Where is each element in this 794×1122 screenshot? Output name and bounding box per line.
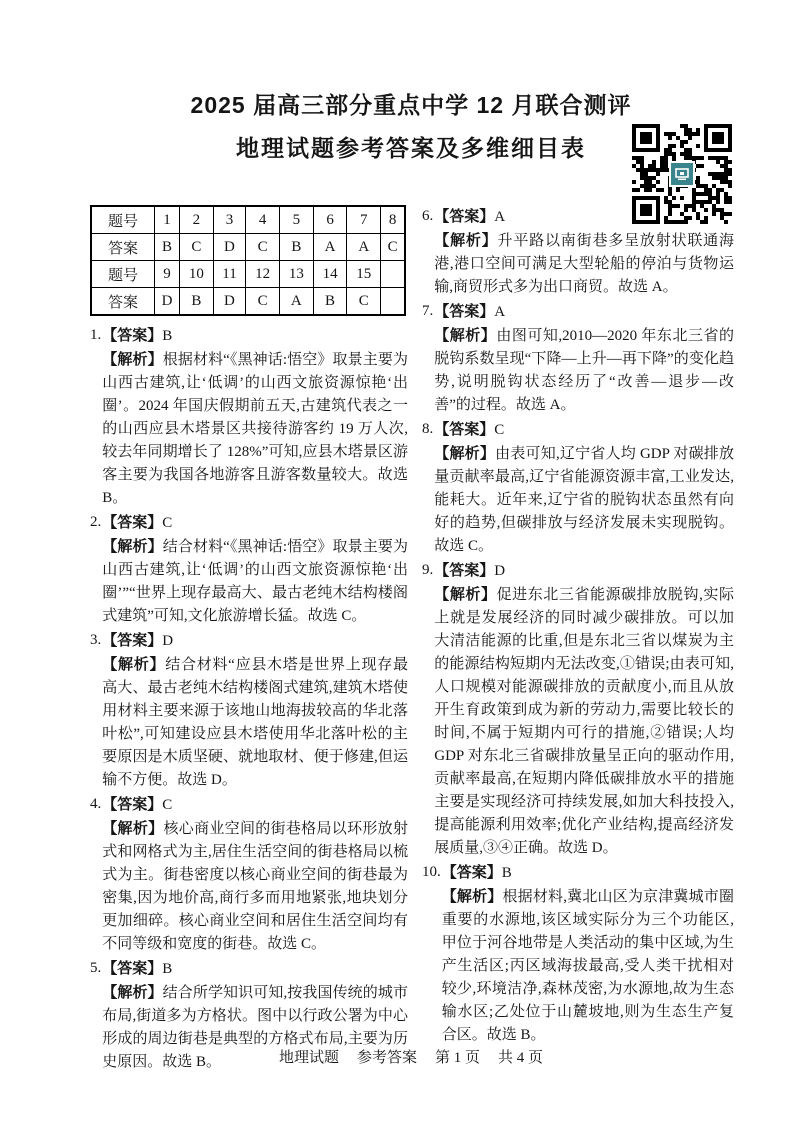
table-cell: 题号	[91, 261, 155, 288]
table-cell: 12	[246, 261, 280, 288]
analysis-label: 【解析】	[434, 327, 497, 344]
table-cell	[381, 261, 405, 288]
page-title: 2025 届高三部分重点中学 12 月联合测评	[190, 92, 632, 118]
analysis-label: 【解析】	[102, 984, 163, 1001]
analysis-text: 由图可知,2010—2020 年东北三省的脱钩系数呈现“下降—上升—再下降”的变化趋势,说明脱钩状态经历了“改善—退步—改善”的过程。故选 A。	[434, 328, 734, 413]
table-cell	[381, 288, 405, 316]
question-number: 4.	[90, 796, 102, 812]
question-item-6	[422, 205, 734, 299]
analysis-label: 【解析】	[102, 820, 164, 837]
question-item-9	[422, 559, 734, 860]
question-number: 10.	[422, 864, 441, 880]
table-cell: 题号	[91, 206, 155, 234]
analysis-label: 【解析】	[102, 351, 163, 368]
answer-value: D	[162, 633, 174, 649]
answer-label: 【答案】	[102, 514, 163, 531]
answer-value: B	[162, 961, 173, 977]
answer-label: 【答案】	[434, 562, 495, 579]
table-cell: D	[213, 234, 246, 261]
analysis-label: 【解析】	[102, 538, 163, 555]
question-number: 9.	[422, 562, 434, 578]
table-cell: 13	[279, 261, 313, 288]
analysis-text: 促进东北三省能源碳排放脱钩,实际上就是发展经济的同时减少碳排放。可以加大清洁能源的比重,但是东北三省以煤炭为主的能源结构短期内无法改变,①错误;由表可知,人口规模对能源碳排放的贡献度小,而且从放开生育政策到成为新的劳动力,需要比较长的时间,不属于短期内可行的措施,②错误;人均 GDP 对东北三省碳排放量呈正向的驱动作用,贡献率最高,在短期内降低碳排放水平的措施主要是实现经济可持续发展,如加大科技投入,提高能源利用效率;优化产业结构,提高经济发展质量,③④正确。故选 D。	[434, 587, 734, 856]
question-item-2	[90, 511, 408, 628]
analysis-label: 【解析】	[102, 656, 166, 673]
footer-doc-name: 地理试题	[278, 1050, 339, 1066]
table-cell: 答案	[91, 288, 155, 316]
table-cell: D	[213, 288, 246, 316]
answer-label: 【答案】	[102, 632, 163, 649]
table-row	[91, 288, 405, 316]
answer-label: 【答案】	[434, 208, 495, 225]
question-number: 8.	[422, 421, 434, 437]
analysis-text: 核心商业空间的街巷格局以环形放射式和网格式为主,居住生活空间的街巷格局以梳式为主。街巷密度以核心商业空间的街巷最为密集,因为地价高,商行多而用地紧张,地块划分更加细碎。核心商业空间和居住生活空间均有不同等级和宽度的街巷。故选 C。	[102, 821, 408, 952]
table-cell: 4	[246, 206, 280, 234]
analysis-text: 结合所学知识可知,按我国传统的城市布局,街道多为方格状。图中以行政公署为中心形成的周边街巷是典型的方格式布局,主要为历史原因。故选 B。	[102, 985, 408, 1070]
table-cell: 9	[155, 261, 180, 288]
table-cell: B	[179, 288, 213, 316]
table-cell: B	[313, 288, 347, 316]
table-row	[91, 206, 405, 234]
analysis-text: 根据材料,冀北山区为京津冀城市圈重要的水源地,该区域实际分为三个功能区,甲位于河谷地带是人类活动的集中区域,为生产生活区;丙区域海拔最高,受人类干扰相对较少,环境洁净,森林茂密,为水源地,故为生态输水区;乙处位于山麓坡地,则为生态生产复合区。故选 B。	[441, 889, 734, 1043]
footer-page-total: 共 4 页	[498, 1050, 544, 1066]
answer-value: A	[494, 209, 506, 225]
table-cell: 6	[313, 206, 347, 234]
table-cell: 1	[155, 206, 180, 234]
left-column	[90, 205, 408, 1075]
table-cell: 7	[347, 206, 381, 234]
table-cell: 11	[213, 261, 246, 288]
footer-section: 参考答案	[356, 1050, 417, 1066]
answer-label: 【答案】	[102, 327, 163, 344]
table-cell: 10	[179, 261, 213, 288]
content-columns	[90, 205, 734, 1075]
answer-value: A	[494, 304, 506, 320]
answer-value: C	[162, 797, 173, 813]
page-footer	[90, 1046, 732, 1067]
question-number: 3.	[90, 632, 102, 648]
question-number: 6.	[422, 208, 434, 224]
table-cell: D	[155, 288, 180, 316]
question-number: 5.	[90, 960, 102, 976]
table-cell: A	[347, 234, 381, 261]
answer-label: 【答案】	[434, 303, 495, 320]
table-cell: C	[179, 234, 213, 261]
analysis-text: 结合材料“应县木塔是世界上现存最高大、最古老纯木结构楼阁式建筑,建筑木塔使用材料主要来源于该地山地海拔较高的华北落叶松”,可知建设应县木塔使用华北落叶松的主要原因是木质坚硬、就地取材、便于修建,但运输不方便。故选 D。	[102, 657, 408, 788]
question-number: 2.	[90, 514, 102, 530]
analysis-text: 结合材料“《黑神话:悟空》取景主要为山西古建筑,让‘低调’的山西文旅资源惊艳‘出圈’”“世界上现存最高大、最古老纯木结构楼阁式建筑”可知,文化旅游增长猛。故选 C。	[102, 539, 408, 624]
analysis-text: 升平路以南街巷多呈放射状联通海港,港口空间可满足大型轮船的停泊与货物运输,商贸形式多为出口商贸。故选 A。	[434, 233, 734, 295]
table-cell: 答案	[91, 234, 155, 261]
answer-table	[90, 205, 406, 316]
page-subtitle: 地理试题参考答案及多维细目表	[236, 135, 586, 161]
answer-label: 【答案】	[102, 796, 163, 813]
analysis-label: 【解析】	[434, 445, 496, 462]
answer-label: 【答案】	[434, 421, 495, 438]
answer-value: B	[162, 328, 173, 344]
question-item-4	[90, 793, 408, 956]
table-cell: C	[347, 288, 381, 316]
analysis-text: 根据材料“《黑神话:悟空》取景主要为山西古建筑,让‘低调’的山西文旅资源惊艳‘出圈’。2024 年国庆假期前五天,古建筑代表之一的山西应县木塔景区共接待游客约 19 万人次,较去年同期增长了 128%”可知,应县木塔景区游客主要为我国各地游客且游客数量较大。故选 B。	[102, 352, 408, 506]
table-cell: 2	[179, 206, 213, 234]
analysis-label: 【解析】	[434, 232, 498, 249]
answer-value: C	[494, 422, 505, 438]
table-cell: 3	[213, 206, 246, 234]
analysis-text: 由表可知,辽宁省人均 GDP 对碳排放量贡献率最高,辽宁省能源资源丰富,工业发达,能耗大。近年来,辽宁省的脱钩状态虽然有向好的趋势,但碳排放与经济发展未实现脱钩。故选 C。	[434, 446, 734, 554]
table-cell: B	[155, 234, 180, 261]
answer-value: B	[501, 865, 512, 881]
footer-page-number: 第 1 页	[435, 1050, 481, 1066]
right-column	[422, 205, 734, 1075]
table-cell: C	[246, 288, 280, 316]
table-cell: B	[279, 234, 313, 261]
table-cell: 5	[279, 206, 313, 234]
table-row	[91, 234, 405, 261]
table-row	[91, 261, 405, 288]
answer-label: 【答案】	[441, 864, 502, 881]
table-cell: 14	[313, 261, 347, 288]
table-cell: A	[313, 234, 347, 261]
table-cell: 8	[381, 206, 405, 234]
table-cell: A	[279, 288, 313, 316]
analysis-label: 【解析】	[441, 888, 503, 905]
table-cell: C	[381, 234, 405, 261]
table-cell: C	[246, 234, 280, 261]
question-item-8	[422, 418, 734, 558]
table-cell: 15	[347, 261, 381, 288]
question-number: 7.	[422, 303, 434, 319]
question-item-3	[90, 629, 408, 792]
answer-label: 【答案】	[102, 960, 163, 977]
answer-value: C	[162, 515, 173, 531]
analysis-label: 【解析】	[434, 586, 497, 603]
question-item-1	[90, 324, 408, 510]
qr-logo-icon	[669, 161, 695, 187]
question-number: 1.	[90, 327, 102, 343]
answer-value: D	[494, 563, 506, 579]
question-item-7	[422, 300, 734, 417]
question-item-10	[422, 861, 734, 1047]
